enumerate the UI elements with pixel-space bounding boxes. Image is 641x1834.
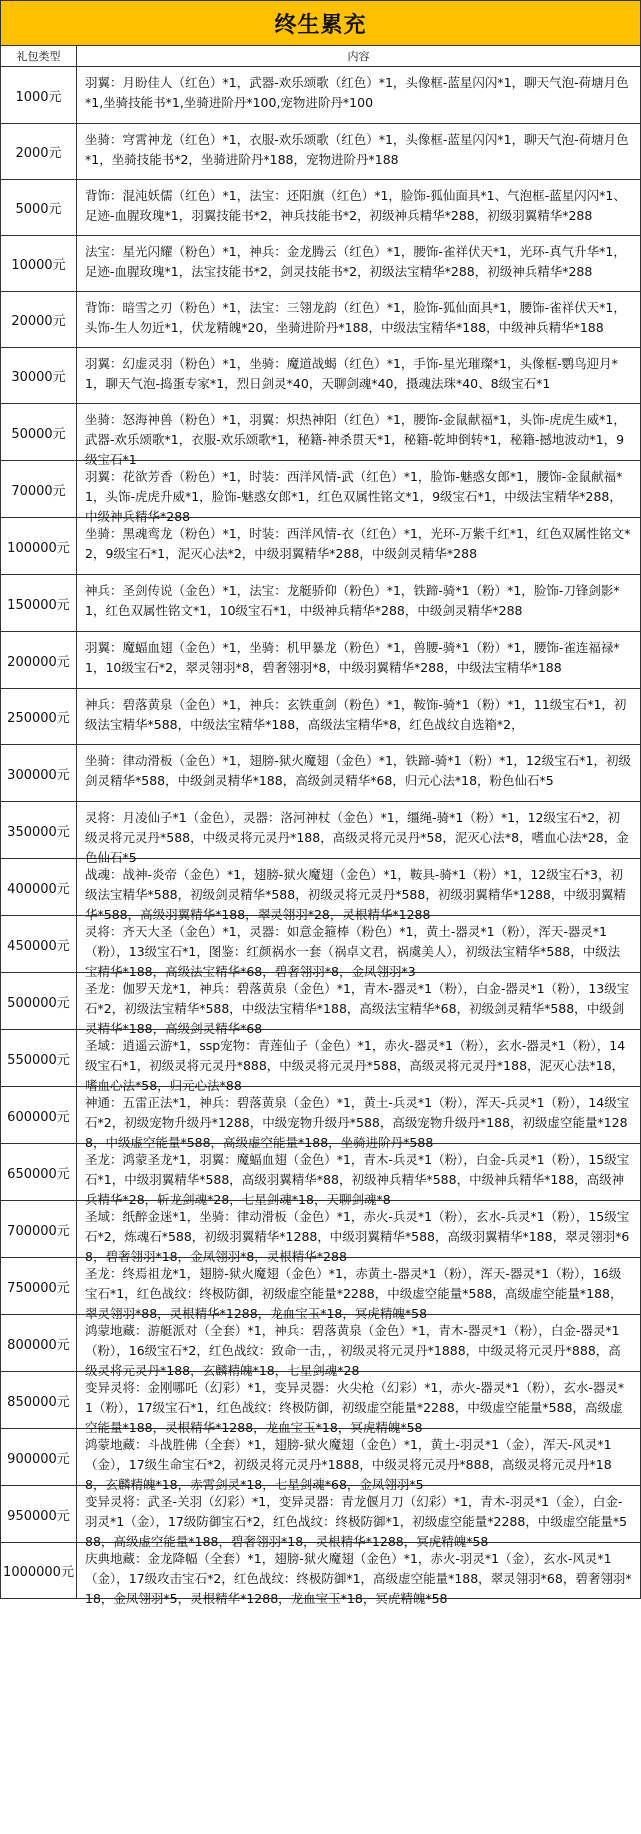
- table-row: [1, 236, 641, 292]
- row-content: 坐骑：黑魂鸾龙（粉色）*1，时装：西洋风情-衣（红色）*1，光环-万紫千红*1，红色双属性铭文*2，9级宝石*1，泥灭心法*2，中级羽翼精华*288，中级剑灵精华*288: [77, 518, 641, 574]
- table-row: [1, 1372, 641, 1435]
- row-content: 庆典地藏：金龙降幅（全套）*1，翅膀-狱火魔翅（金色）*1，赤火-羽灵*1（金），玄水-风灵*1（金），17级攻击宝石*2，红色战纹：终极防御*1，高级虚空能量*188，翠灵翎羽*68，碧奢翎羽*18，金凤翎羽*5，灵根精华*1288，龙血宝玉*18，冥虎精魄*58: [77, 1543, 641, 1598]
- row-content: 鸿蒙地藏：斗战胜佛（全套）*1，翅膀-狱火魔翅（金色）*1，黄土-羽灵*1（金），浑天-风灵*1（金），17级生命宝石*2，初级灵将元灵丹*1888，中级灵将元灵丹*888，高级灵将元灵丹*188，玄麟精魄*18，赤霄剑灵*18，七星剑魂*68，金凤翎羽*5: [77, 1429, 641, 1485]
- row-content: 灵将：齐天大圣（金色）*1，灵器：如意金箍棒（粉色）*1，黄土-器灵*1（粉），浑天-器灵*1（粉），13级宝石*1，图鉴：红颜祸水一套（祸卓文君，祸虞美人），初级法宝精华*588，中级法宝精华*188，高级法宝精华*68，碧奢翎羽*8，金凤翎羽*3: [77, 916, 641, 972]
- table-row: [1, 859, 641, 922]
- row-content: 坐骑：怒海神兽（粉色）*1，羽翼：炽热神阳（红色）*1，腰饰-金鼠献福*1，头饰-虎虎生威*1，武器-欢乐颂歌*1，衣服-欢乐颂歌*1，秘籍-神杀贯天*1，秘籍-乾坤倒转*1，秘籍-撼地波动*1，9级宝石*1: [77, 404, 641, 460]
- table-row: [1, 518, 641, 575]
- row-content: 圣域：纸醉金迷*1，坐骑：律动滑板（金色）*1，赤火-兵灵*1（粉），玄水-兵灵*1（粉），15级宝石*2，炼魂石*588，初级羽翼精华*1288，中级羽翼精华*588，高级羽翼精华*188，翠灵翎羽*68，碧奢翎羽*18，金凤翎羽*8，灵根精华*288: [77, 1201, 641, 1257]
- row-amount: 500000元: [1, 973, 77, 1029]
- table-row: [1, 404, 641, 467]
- table-row: [1, 1258, 641, 1321]
- row-content: 羽翼：魔蝠血翅（金色）*1，坐骑：机甲暴龙（粉色）*1，兽腰-骑*1（粉）*1，腰饰-雀连福禄*1，10级宝石*2，翠灵翎羽*8，碧奢翎羽*8，中级羽翼精华*288，中级法宝精华*188: [77, 632, 641, 688]
- row-content: 坐骑：律动滑板（金色）*1，翅膀-狱火魔翅（金色）*1，铁蹄-骑*1（粉）*1，12级宝石*1，初级剑灵精华*588，中级剑灵精华*188，高级剑灵精华*68，归元心法*18，粉色仙石*5: [77, 745, 641, 801]
- row-amount: 850000元: [1, 1372, 77, 1428]
- row-amount: 150000元: [1, 575, 77, 631]
- row-content: 圣龙：终焉祖龙*1，翅膀-狱火魔翅（金色）*1，赤黄土-器灵*1（粉），浑天-器灵*1（粉），16级宝石*1，红色战纹：终极防御，初级虚空能量*2288，中级虚空能量*588，高级虚空能量*188，翠灵翎羽*88，灵根精华*1288，龙血宝玉*18，冥虎精魄*58: [77, 1258, 641, 1314]
- row-content: 变异灵将：金刚哪吒（幻彩）*1，变异灵器：火尖枪（幻彩）*1，赤火-器灵*1（粉），玄水-器灵*1（粉），17级宝石*1，红色战纹：终极防御，初级虚空能量*2288，中级虚空能量*588，高级虚空能量*188，灵根精华*1288，龙血宝玉*18，冥虎精魄*58: [77, 1372, 641, 1428]
- row-content: 背饰：暗雪之刃（粉色）*1，法宝：三翎龙韵（红色）*1，脸饰-狐仙面具*1，腰饰-雀祥伏天*1，头饰-生人勿近*1，伏龙精魄*20，坐骑进阶丹*188，中级法宝精华*188，中级神兵精华*188: [77, 292, 641, 347]
- table-row: [1, 973, 641, 1036]
- table-row: [1, 1087, 641, 1150]
- row-content: 神兵：圣剑传说（金色）*1，法宝：龙艇骄仰（粉色）*1，铁蹄-骑*1（粉）*1，脸饰-刀锋剑影*1，红色双属性铭文*1，10级宝石*1，中级神兵精华*288，中级剑灵精华*288: [77, 575, 641, 631]
- table-row: [1, 180, 641, 236]
- table-row: [1, 575, 641, 632]
- row-amount: 750000元: [1, 1258, 77, 1314]
- row-amount: 2000元: [1, 124, 77, 179]
- row-amount: 300000元: [1, 745, 77, 801]
- row-content: 战魂：战神-炎帝（金色）*1，翅膀-狱火魔翅（金色）*1，鞍具-骑*1（粉）*1，12级宝石*3，初级法宝精华*588，初级剑灵精华*588，初级灵将元灵丹*588，初级羽翼精华*1288，中级羽翼精华*588，高级羽翼精华*188，翠灵翎羽*28，灵根精华*1288: [77, 859, 641, 915]
- row-content: 圣域：逍遥云游*1，ssp宠物：青莲仙子（金色）*1，赤火-器灵*1（粉），玄水-器灵*1（粉），14级宝石*1，初级灵将元灵丹*888，中级灵将元灵丹*588，高级灵将元灵丹*188，泥灭心法*18，嗜血心法*58，归元心法*88: [77, 1030, 641, 1086]
- row-content: 神兵：碧落黄泉（金色）*1，神兵：玄铁重剑（粉色）*1，鞍饰-骑*1（粉）*1，11级宝石*1，初级法宝精华*588，中级法宝精华*188，高级法宝精华*8，红色战纹自选箱*2，: [77, 689, 641, 744]
- row-content: 羽翼：花欲芳香（粉色）*1，时装：西洋风情-武（红色）*1，脸饰-魅惑女郎*1，腰饰-金鼠献福*1，头饰-虎虎升威*1，脸饰-魅惑女郎*1，红色双属性铭文*1，9级宝石*1，中级法宝精华*288，中级神兵精华*288: [77, 461, 641, 517]
- row-amount: 600000元: [1, 1087, 77, 1143]
- table-body: [1, 67, 641, 1606]
- table-row: [1, 916, 641, 979]
- row-amount: 700000元: [1, 1201, 77, 1257]
- row-amount: 50000元: [1, 404, 77, 460]
- table-row: [1, 292, 641, 348]
- table-header: [1, 46, 641, 67]
- row-content: 圣龙：鸿蒙圣龙*1，羽翼：魔蝠血翅（金色）*1，青木-兵灵*1（粉），白金-兵灵*1（粉），15级宝石*1，中级羽翼精华*588，高级羽翼精华*88，初级神兵精华*588，中级神兵精华*188，高级神兵精华*28，斩龙剑魂*28，七星剑魂*18，天聊剑魂*8: [77, 1144, 641, 1200]
- row-amount: 20000元: [1, 292, 77, 347]
- page-title: 终生累充: [1, 1, 641, 46]
- table-row: [1, 1543, 641, 1606]
- row-amount: 200000元: [1, 632, 77, 688]
- row-amount: 950000元: [1, 1486, 77, 1542]
- table-row: [1, 1429, 641, 1492]
- table-row: [1, 689, 641, 745]
- table-row: [1, 348, 641, 404]
- row-content: 神通：五雷正法*1，神兵：碧落黄泉（金色）*1，黄土-兵灵*1（粉），浑天-兵灵*1（粉），14级宝石*2，初级宠物升级丹*1288，中级宠物升级丹*588，高级宠物升级丹*188，初级虚空能量*1288，中级虚空能量*588，高级虚空能量*188，坐骑进阶丹*588: [77, 1087, 641, 1143]
- row-content: 灵将：月凌仙子*1（金色），灵器：洛河神杖（金色）*1，缰绳-骑*1（粉）*1，12级宝石*2，初级灵将元灵丹*588，中级灵将元灵丹*188，高级灵将元灵丹*58，泥灭心法*8，嗜血心法*28，金色仙石*5: [77, 802, 641, 858]
- row-amount: 650000元: [1, 1144, 77, 1200]
- row-amount: 1000000元: [1, 1543, 77, 1598]
- row-amount: 70000元: [1, 461, 77, 517]
- table-row: [1, 67, 641, 124]
- header-type: 礼包类型: [1, 46, 77, 66]
- row-amount: 1000元: [1, 67, 77, 123]
- row-amount: 350000元: [1, 802, 77, 858]
- table-row: [1, 632, 641, 689]
- row-content: 羽翼：幻虚灵羽（粉色）*1，坐骑：魔道战蝎（红色）*1，手饰-星光璀璨*1，头像框-鹦鸟迎月*1，聊天气泡-捣蛋专家*1，烈日剑灵*40，天聊剑魂*40，摄魂法珠*40、8级宝石*1: [77, 348, 641, 403]
- row-amount: 550000元: [1, 1030, 77, 1086]
- row-amount: 100000元: [1, 518, 77, 574]
- header-content: 内容: [77, 46, 641, 66]
- table-row: [1, 1144, 641, 1207]
- row-amount: 30000元: [1, 348, 77, 403]
- table-row: [1, 802, 641, 865]
- row-amount: 900000元: [1, 1429, 77, 1485]
- row-content: 鸿蒙地藏：游艇派对（全套）*1，神兵：碧落黄泉（金色）*1，青木-器灵*1（粉），白金-器灵*1（粉），16级宝石*2，红色战纹：致命一击，，初级灵将元灵丹*1888，中级灵将元灵丹*888，高级灵将元灵丹*188，玄麟精魄*18，七星剑魂*28: [77, 1315, 641, 1371]
- table-row: [1, 1030, 641, 1093]
- table-row: [1, 1201, 641, 1264]
- row-amount: 5000元: [1, 180, 77, 235]
- table-row: [1, 124, 641, 180]
- row-content: 圣龙：伽罗天龙*1，神兵：碧落黄泉（金色）*1，青木-器灵*1（粉），白金-器灵*1（粉），13级宝石*2，初级法宝精华*588，中级法宝精华*188，高级法宝精华*68，初级剑灵精华*588，中级剑灵精华*188，高级剑灵精华*68: [77, 973, 641, 1029]
- table-row: [1, 1486, 641, 1549]
- row-content: 变异灵将：武圣-关羽（幻彩）*1，变异灵器：青龙偃月刀（幻彩）*1，青木-羽灵*1（金），白金-羽灵*1（金），17级防御宝石*2，红色战纹：终极防御*1，初级虚空能量*2288，中级虚空能量*588，高级虚空能量*188，碧奢翎羽*18，灵根精华*1288，冥虎精魄*58: [77, 1486, 641, 1542]
- row-content: 坐骑：穹霄神龙（红色）*1，衣服-欢乐颂歌（红色）*1，头像框-蓝星闪闪*1，聊天气泡-荷塘月色*1，坐骑技能书*2，坐骑进阶丹*188，宠物进阶丹*188: [77, 124, 641, 179]
- row-amount: 400000元: [1, 859, 77, 915]
- table-row: [1, 461, 641, 524]
- row-content: 法宝：星光闪耀（粉色）*1，神兵：金龙腾云（红色）*1，腰饰-雀祥伏天*1，光环-真气升华*1，足迹-血腥玫瑰*1，法宝技能书*2，剑灵技能书*2，初级法宝精华*288，初级神兵精华*288: [77, 236, 641, 291]
- row-content: 羽翼：月盼佳人（红色）*1，武器-欢乐颂歌（红色）*1，头像框-蓝星闪闪*1，聊天气泡-荷塘月色*1,坐骑技能书*1,坐骑进阶丹*100,宠物进阶丹*100: [77, 67, 641, 123]
- table-row: [1, 745, 641, 802]
- row-amount: 450000元: [1, 916, 77, 972]
- row-amount: 800000元: [1, 1315, 77, 1371]
- row-content: 背饰：混沌妖儒（红色）*1，法宝：还阳旗（红色）*1，脸饰-狐仙面具*1、气泡框-蓝星闪闪*1、足迹-血腥玫瑰*1，羽翼技能书*2，神兵技能书*2，初级神兵精华*288，初级羽翼精华*288: [77, 180, 641, 235]
- table-row: [1, 1315, 641, 1378]
- row-amount: 250000元: [1, 689, 77, 744]
- row-amount: 10000元: [1, 236, 77, 291]
